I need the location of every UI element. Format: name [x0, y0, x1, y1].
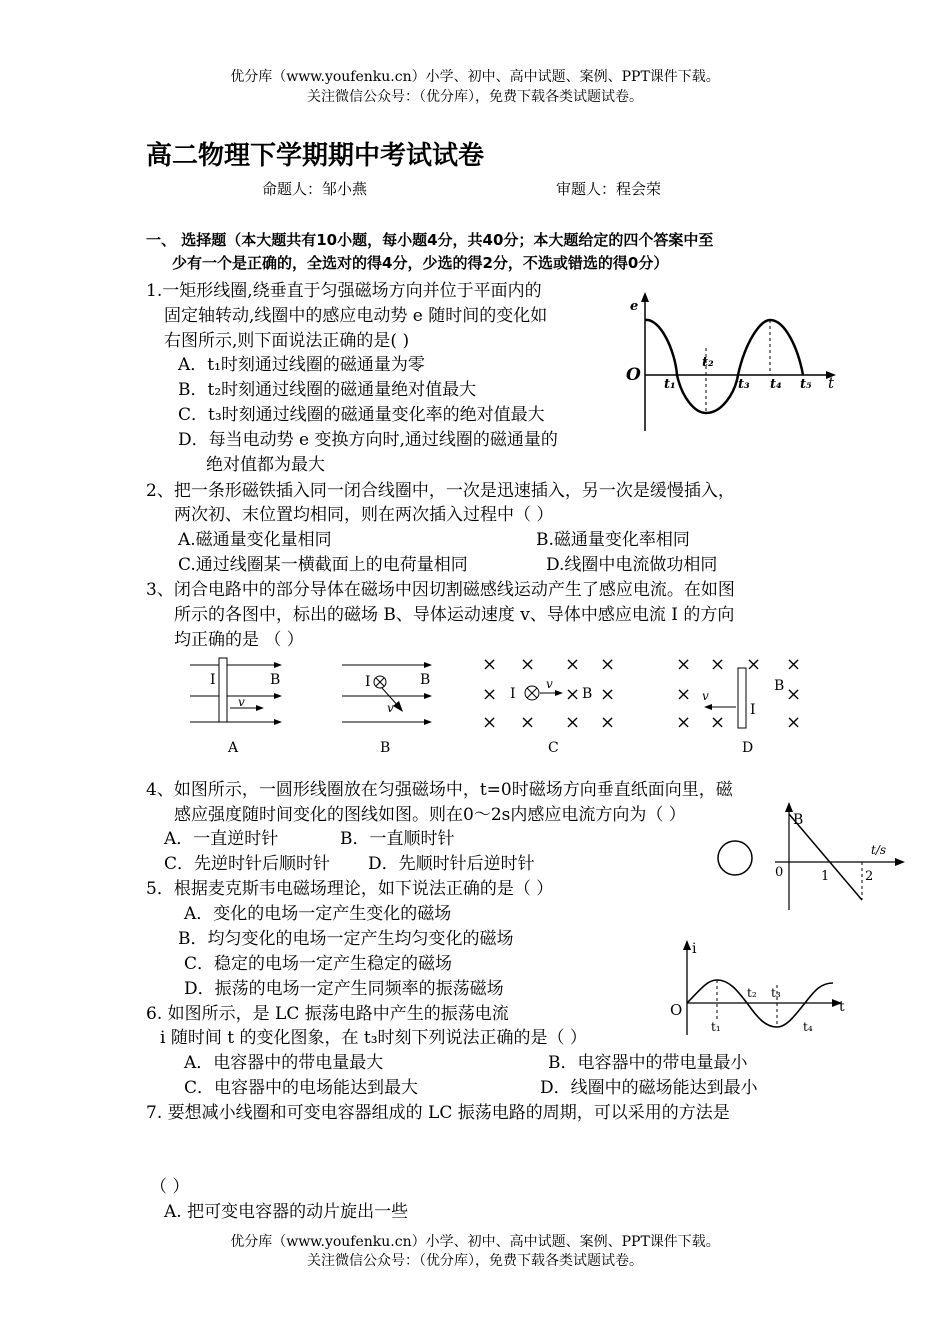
label-t1: t₁	[664, 377, 676, 392]
svg-text:×: ×	[600, 654, 616, 675]
svg-text:×: ×	[710, 654, 726, 675]
axis-origin-4: 0	[775, 865, 784, 880]
svg-text:×: ×	[786, 654, 802, 675]
q6-option-a: A．电容器中的带电量最大	[184, 1053, 384, 1073]
axis-t: t	[828, 374, 835, 392]
q2-line-1: 2、把一条形磁铁插入同一闭合线圈中，一次是迅速插入，另一次是缓慢插入，	[146, 481, 735, 501]
svg-text:×: ×	[600, 712, 616, 733]
q1-line-3: 右图所示,则下面说法正确的是( )	[164, 331, 410, 351]
q6-option-b: B．电容器中的带电量最小	[548, 1053, 748, 1073]
q5-option-d: D．振荡的电场一定产生同频率的振荡磁场	[184, 979, 504, 999]
footer-line-1: 优分库（www.youfenku.cn）小学、初中、高中试题、案例、PPT课件下载。	[230, 1234, 720, 1250]
header-line-2: 关注微信公众号：（优分库），免费下载各类试题试卷。	[307, 89, 643, 105]
q1-line-2: 固定轴转动,线圈中的感应电动势 e 随时间的变化如	[164, 306, 548, 326]
tick-1: 1	[821, 869, 830, 884]
svg-text:×: ×	[676, 654, 692, 675]
q4-line-1: 4、如图所示，一圆形线圈放在匀强磁场中，t=0时磁场方向垂直纸面向里，磁	[146, 780, 733, 800]
q1-option-c: C．t₃时刻通过线圈的磁通量变化率的绝对值最大	[178, 405, 545, 425]
q7-line-1: 7. 要想减小线圈和可变电容器组成的 LC 振荡电路的周期，可以采用的方法是	[146, 1103, 730, 1123]
footer-line-2: 关注微信公众号：（优分库），免费下载各类试题试卷。	[307, 1253, 643, 1269]
label-t4: t₄	[770, 377, 782, 392]
svg-text:×: ×	[786, 712, 802, 733]
q6-option-d: D．线圈中的磁场能达到最小	[540, 1078, 758, 1098]
q7-line-2: （ ）	[150, 1177, 190, 1197]
axis-t-4: t/s	[871, 843, 887, 857]
q3-line-3: 均正确的是 （ ）	[174, 630, 304, 650]
label6-t3: t₃	[771, 986, 781, 1000]
section-heading: 一、 选择题（本大题共有10小题，每小题4分，共40分；本大题给定的四个答案中至	[146, 231, 714, 249]
svg-text:×: ×	[482, 712, 498, 733]
fig-label-a: A	[228, 740, 239, 756]
q7-option-a: A. 把可变电容器的动片旋出一些	[164, 1202, 409, 1222]
q5-option-a: A．变化的电场一定产生变化的磁场	[184, 904, 452, 924]
tick-2: 2	[865, 869, 874, 884]
q1-option-d: D．每当电动势 e 变换方向时,通过线圈的磁通量的	[178, 430, 558, 450]
svg-text:×: ×	[676, 712, 692, 733]
fig-d-v: v	[702, 689, 709, 703]
q4-line-2: 感应强度随时间变化的图线如图。则在0～2s内感应电流方向为（ ）	[174, 805, 686, 825]
b-t-graph	[705, 800, 910, 915]
q3-line-2: 所示的各图中，标出的磁场 B、导体运动速度 v、导体中感应电流 I 的方向	[174, 605, 735, 625]
svg-text:×: ×	[710, 712, 726, 733]
page-title: 高二物理下学期期中考试试卷	[146, 141, 485, 171]
svg-text:×: ×	[565, 654, 581, 675]
q2-line-2: 两次初、末位置均相同，则在两次插入过程中（ ）	[174, 505, 554, 525]
svg-text:×: ×	[746, 654, 762, 675]
q4-option-c: C．先逆时针后顺时针	[164, 854, 331, 874]
fig-b-I: I	[365, 674, 371, 690]
label-t2: t₂	[702, 355, 714, 370]
q3-line-1: 3、闭合电路中的部分导体在磁场中因切割磁感线运动产生了感应电流。在如图	[146, 580, 735, 600]
svg-text:×: ×	[565, 684, 581, 705]
q1-line-1: 1.一矩形线圈,绕垂直于匀强磁场方向并位于平面内的	[146, 281, 542, 301]
fig-label-b: B	[380, 740, 391, 756]
fig-b-v: v	[387, 701, 394, 715]
label6-t4: t₄	[803, 1020, 813, 1034]
i-t-graph	[665, 935, 855, 1040]
fig-label-c: C	[548, 740, 559, 756]
q6-line-2: i 随时间 t 的变化图象，在 t₃时刻下列说法正确的是（ ）	[160, 1028, 587, 1048]
svg-text:×: ×	[482, 684, 498, 705]
fig-a-I: I	[210, 672, 216, 688]
figure-d	[676, 654, 801, 756]
label6-t1: t₁	[711, 1020, 721, 1034]
fig-a-B: B	[270, 672, 281, 688]
header-line-1: 优分库（www.youfenku.cn）小学、初中、高中试题、案例、PPT课件下载。	[230, 69, 720, 85]
q6-line-1: 6. 如图所示，是 LC 振荡电路中产生的振荡电流	[146, 1004, 509, 1024]
axis-i: i	[692, 941, 697, 957]
q3-figures	[180, 650, 820, 762]
axis-t-6: t	[839, 999, 845, 1015]
q5-line-1: 5．根据麦克斯韦电磁场理论，如下说法正确的是（ ）	[146, 879, 554, 899]
axis-e: e	[630, 299, 639, 314]
svg-text:×: ×	[520, 712, 536, 733]
svg-text:×: ×	[565, 712, 581, 733]
axis-origin-6: O	[670, 1001, 683, 1019]
figure-c	[482, 654, 615, 756]
label6-t2: t₂	[747, 986, 757, 1000]
label-t5: t₅	[800, 377, 812, 392]
q2-option-b: B.磁通量变化率相同	[536, 530, 690, 550]
figure-b	[342, 662, 432, 756]
q4-option-a: A．一直逆时针	[164, 829, 279, 849]
q4-option-d: D．先顺时针后逆时针	[368, 854, 535, 874]
q1-option-d-2: 绝对值都为最大	[206, 455, 325, 475]
q6-option-c: C．电容器中的电场能达到最大	[184, 1078, 419, 1098]
svg-text:×: ×	[676, 684, 692, 705]
q2-option-c: C.通过线圈某一横截面上的电荷量相同	[178, 555, 468, 575]
label-t3: t₃	[738, 377, 750, 392]
figure-a	[190, 658, 282, 756]
q1-option-a: A．t₁时刻通过线圈的磁通量为零	[178, 355, 425, 375]
q2-option-d: D.线圈中电流做功相同	[546, 555, 718, 575]
fig-d-I: I	[750, 702, 756, 718]
fig-a-v: v	[238, 695, 245, 709]
coil-circle	[718, 841, 752, 875]
svg-text:×: ×	[520, 654, 536, 675]
svg-text:×: ×	[600, 684, 616, 705]
axis-B: B	[793, 812, 804, 828]
fig-c-B: B	[582, 686, 593, 702]
section-heading-2: 少有一个是正确的，全选对的得4分，少选的得2分，不选或错选的得0分）	[172, 254, 669, 272]
q5-option-c: C．稳定的电场一定产生稳定的磁场	[184, 954, 453, 974]
fig-d-B: B	[774, 678, 785, 694]
q5-option-b: B．均匀变化的电场一定产生均匀变化的磁场	[178, 929, 514, 949]
axis-origin: O	[626, 365, 641, 385]
fig-c-v: v	[546, 677, 553, 691]
q1-option-b: B．t₂时刻通过线圈的磁通量绝对值最大	[178, 380, 477, 400]
svg-text:×: ×	[786, 684, 802, 705]
svg-text:×: ×	[482, 654, 498, 675]
q2-option-a: A.磁通量变化量相同	[178, 530, 332, 550]
fig-label-d: D	[742, 740, 754, 756]
q4-option-b: B．一直顺时针	[340, 829, 455, 849]
setter: 命题人：邹小燕	[262, 180, 368, 198]
fig-b-B: B	[420, 672, 431, 688]
reviewer: 审题人：程会荣	[556, 180, 662, 198]
fig-c-I: I	[510, 686, 516, 702]
emf-graph	[620, 288, 840, 433]
